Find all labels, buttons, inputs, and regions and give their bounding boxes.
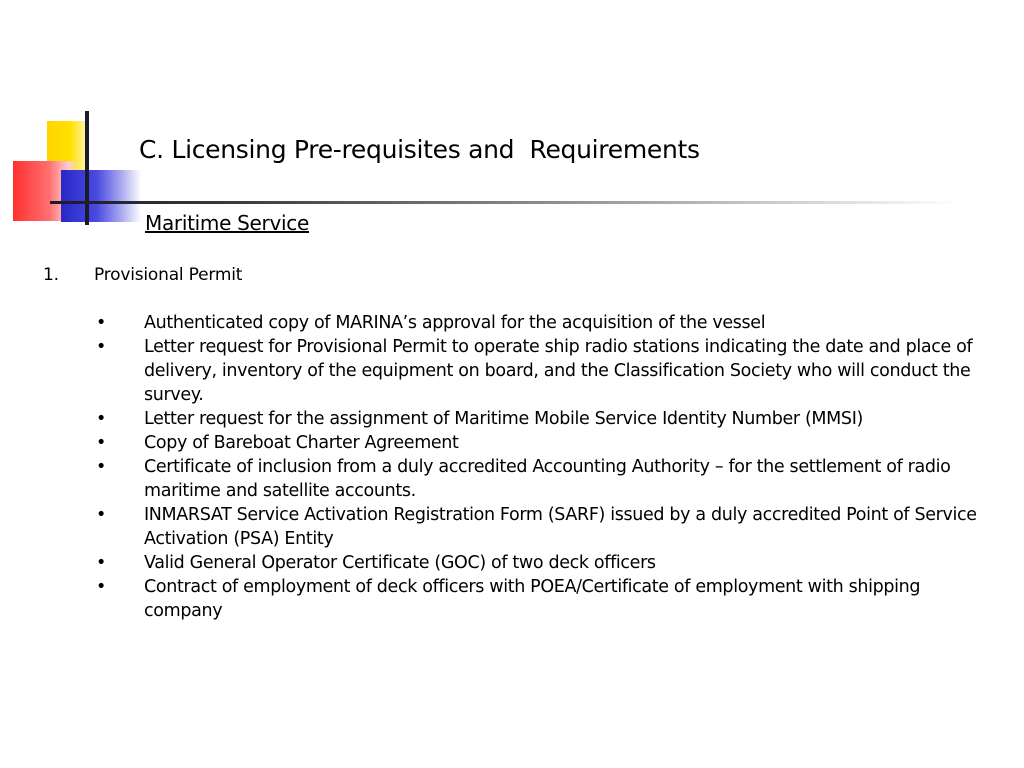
bullet-icon: • (96, 313, 106, 333)
list-item (96, 455, 1001, 503)
slide-logo-decoration (0, 0, 160, 240)
list-item-text: INMARSAT Service Activation Registration Form (SARF) issued by a duly accredited Point of Service Activation (PSA) Entity (144, 505, 977, 549)
bullet-icon: • (96, 577, 106, 597)
bullet-icon: • (96, 433, 106, 453)
bullet-icon: • (96, 409, 106, 429)
list-item-text: Contract of employment of deck officers with POEA/Certificate of employment with shipping company (144, 577, 921, 621)
list-item (96, 431, 1001, 455)
list-item (96, 551, 1001, 575)
slide-subtitle: Maritime Service (145, 211, 309, 235)
section-label: Provisional Permit (94, 265, 243, 285)
bullet-icon: • (96, 337, 106, 357)
list-item-text: Letter request for the assignment of Maritime Mobile Service Identity Number (MMSI) (144, 409, 863, 429)
list-item-text: Letter request for Provisional Permit to operate ship radio stations indicating the date and place of delivery, inventory of the equipment on board, and the Classification Society who will conduct the survey. (144, 337, 973, 405)
bullet-icon: • (96, 457, 106, 477)
list-item (96, 575, 1001, 623)
list-item (96, 335, 1001, 407)
blue-square-shape (61, 170, 141, 222)
list-item-text: Copy of Bareboat Charter Agreement (144, 433, 459, 453)
list-item (96, 503, 1001, 551)
title-underline-rule (50, 201, 960, 204)
bullet-icon: • (96, 553, 106, 573)
bullet-icon: • (96, 505, 106, 525)
list-item (96, 407, 1001, 431)
list-item (96, 311, 1001, 335)
vertical-rule-line (85, 111, 89, 225)
list-item-text: Certificate of inclusion from a duly accredited Accounting Authority – for the settlement of radio maritime and satellite accounts. (144, 457, 951, 501)
section-number: 1. (43, 265, 59, 285)
slide-title: C. Licensing Pre-requisites and Requirements (139, 135, 700, 164)
list-item-text: Authenticated copy of MARINA’s approval for the acquisition of the vessel (144, 313, 766, 333)
list-item-text: Valid General Operator Certificate (GOC) of two deck officers (144, 553, 656, 573)
requirements-list (96, 311, 1001, 623)
